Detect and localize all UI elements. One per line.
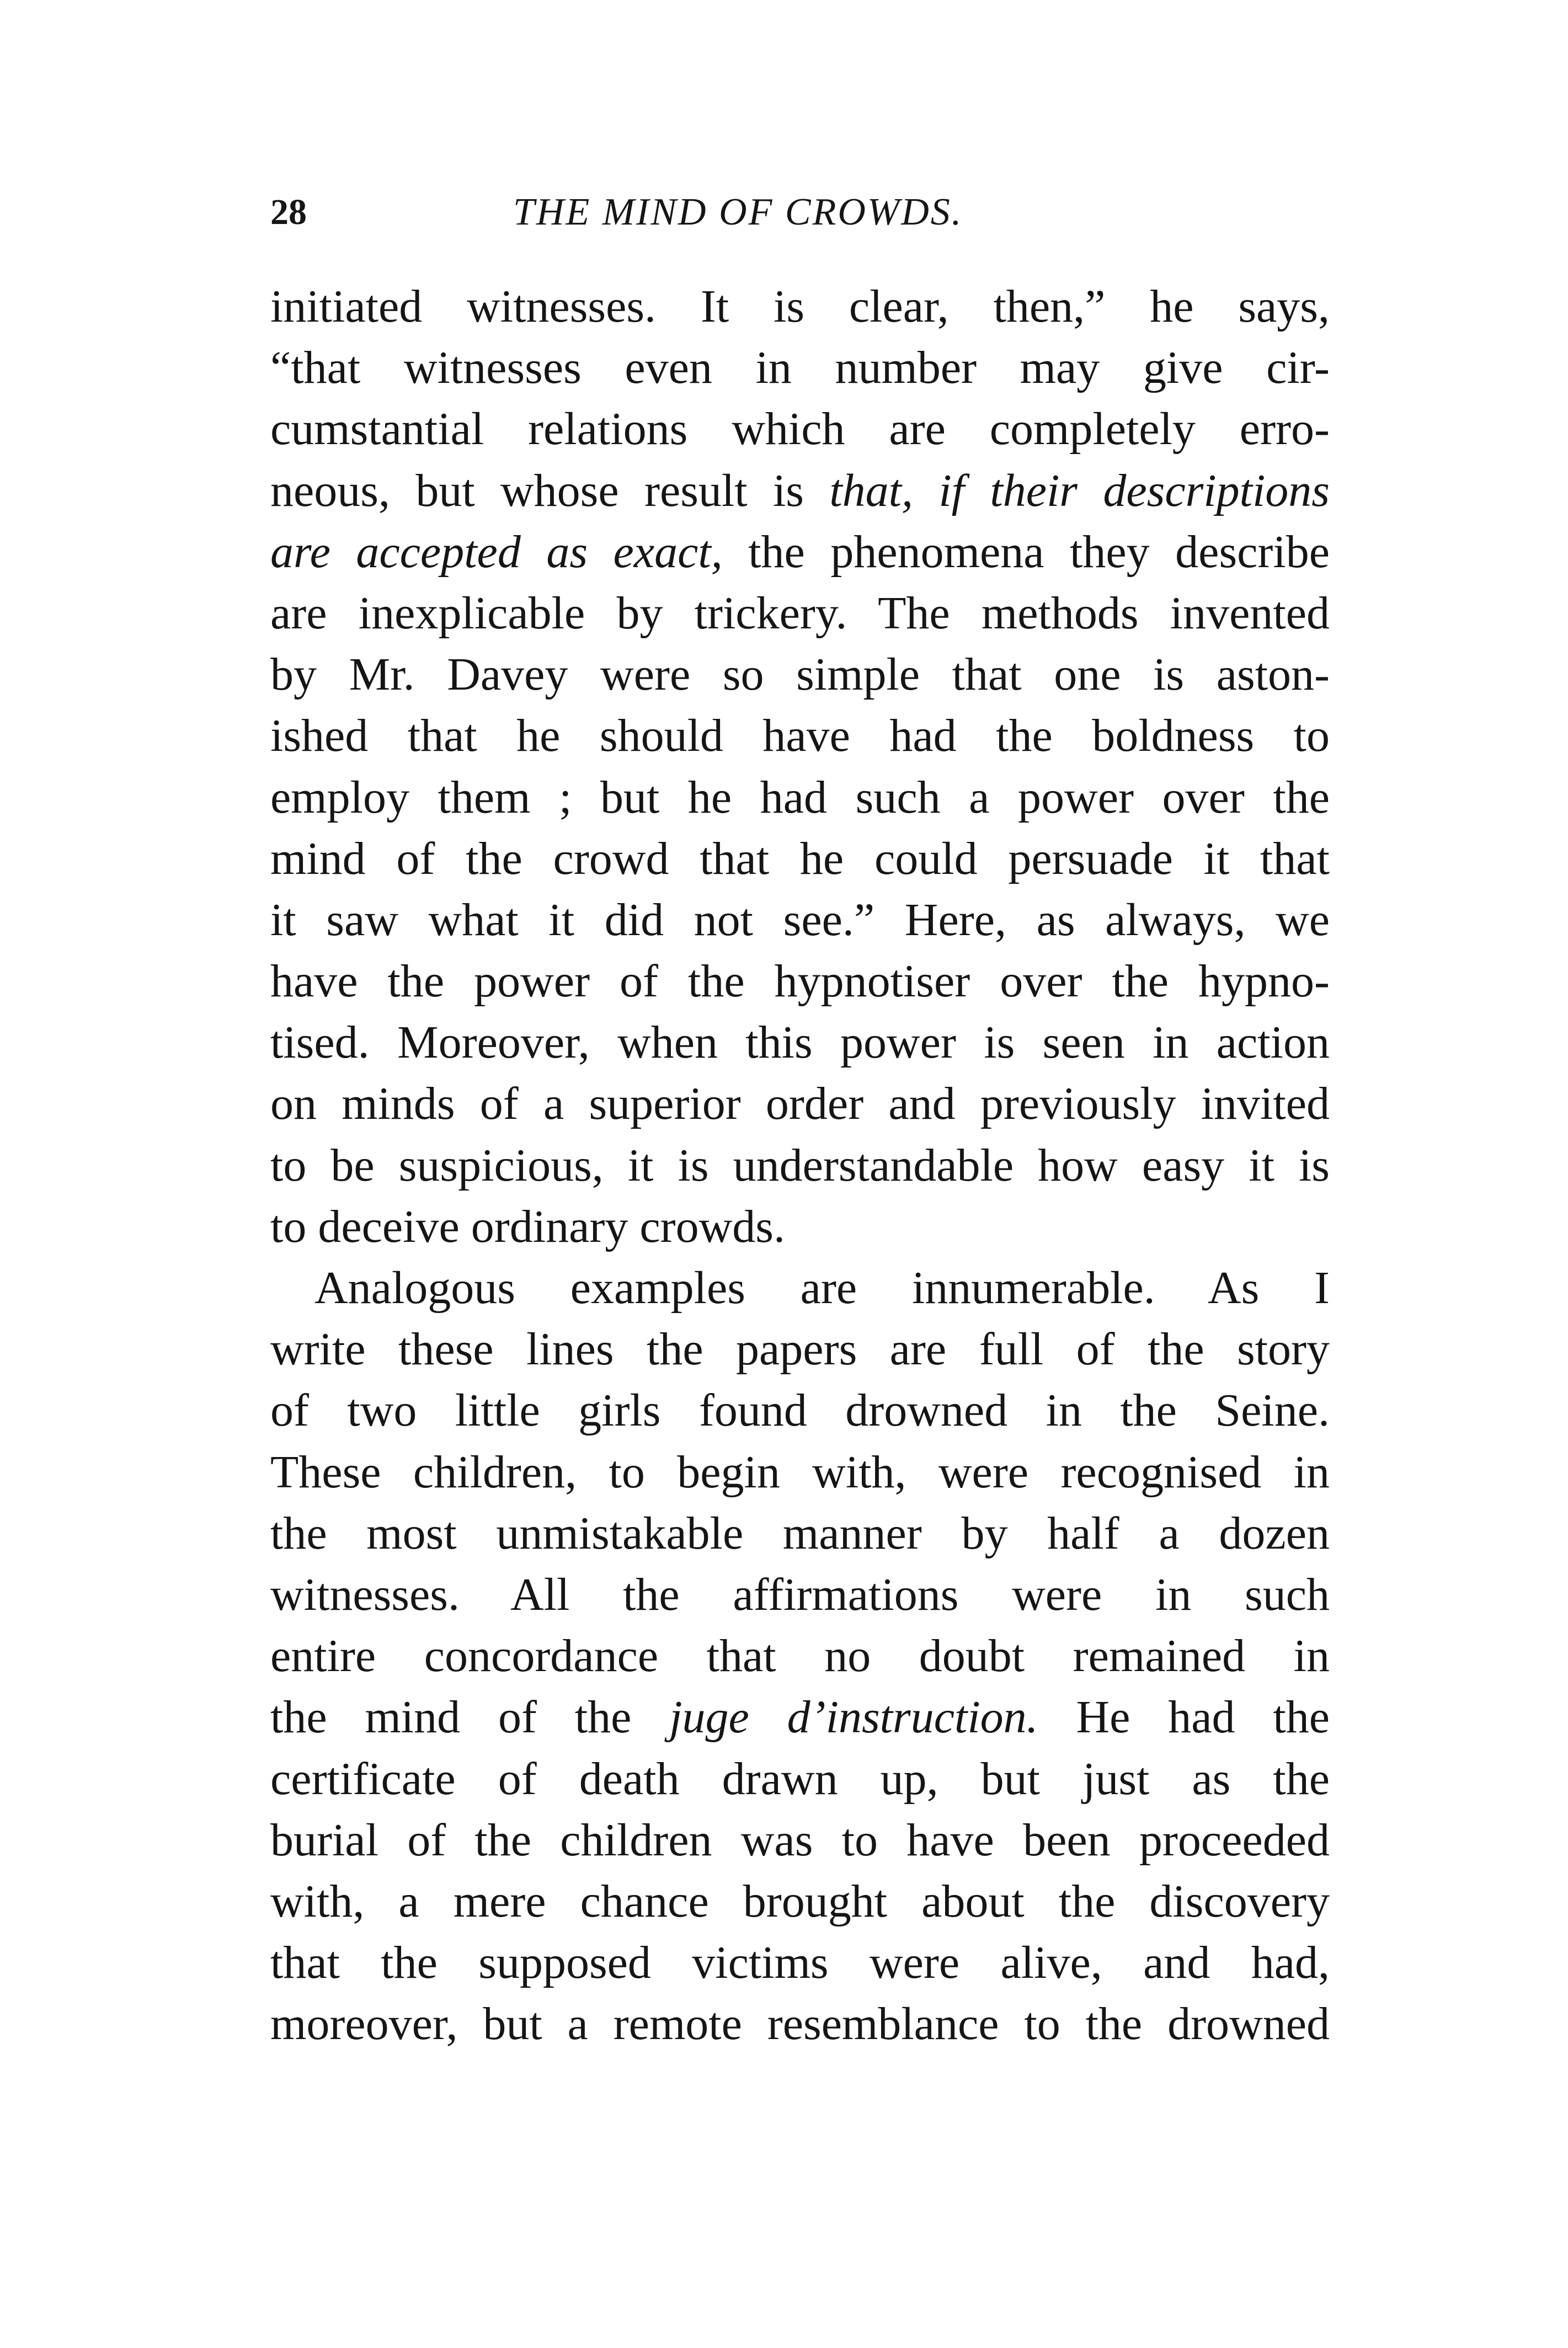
italic-run: are accepted as exact,: [270, 526, 723, 578]
text-line: burial of the children was to have been proceeded: [270, 1814, 1330, 1866]
text-line: on minds of a superior order and previously invited: [270, 1078, 1330, 1130]
text-line: tised. Moreover, when this power is seen in action: [270, 1017, 1330, 1069]
text-run: the phenomena they describe: [722, 526, 1330, 578]
text-run: the mind of the: [270, 1691, 670, 1743]
text-line: [270, 460, 1330, 521]
text-line: [270, 1687, 1330, 1748]
text-line: that the supposed victims were alive, and had,: [270, 1937, 1330, 1989]
text-line: of two little girls found drowned in the Seine.: [270, 1385, 1330, 1437]
page-number: 28: [270, 192, 307, 232]
text-run: neous, but whose result is: [270, 465, 830, 516]
text-line: These children, to begin with, were recognised in: [270, 1446, 1330, 1498]
text-line: write these lines the papers are full of the story: [270, 1324, 1330, 1375]
text-line: [270, 521, 1330, 583]
text-line: by Mr. Davey were so simple that one is aston-: [270, 649, 1330, 701]
text-line: mind of the crowd that he could persuade it that: [270, 833, 1330, 884]
italic-run: that, if their descriptions: [829, 465, 1330, 516]
text-line: have the power of the hypnotiser over the hypno-: [270, 956, 1330, 1007]
text-line: moreover, but a remote resemblance to the drowned: [270, 1998, 1330, 2050]
text-line: are inexplicable by trickery. The methods invented: [270, 587, 1330, 639]
text-line: cumstantial relations which are completely erro-: [270, 403, 1330, 455]
text-line: employ them ; but he had such a power over the: [270, 771, 1330, 823]
text-line: certificate of death drawn up, but just as the: [270, 1753, 1330, 1805]
text-line: to be suspicious, it is understandable how easy it is: [270, 1139, 1330, 1191]
italic-run: juge d’instruction.: [669, 1691, 1038, 1743]
text-line: “that witnesses even in number may give cir-: [270, 342, 1330, 394]
running-title: THE MIND OF CROWDS.: [513, 191, 963, 233]
text-line: ished that he should have had the boldness to: [270, 710, 1330, 762]
text-line: it saw what it did not see.” Here, as always, we: [270, 894, 1330, 946]
text-line: witnesses. All the affirmations were in such: [270, 1568, 1330, 1620]
text-run: He had the: [1038, 1691, 1330, 1743]
text-line: with, a mere chance brought about the discovery: [270, 1875, 1330, 1927]
text-line: entire concordance that no doubt remained in: [270, 1630, 1330, 1682]
paragraph-first-line: Analogous examples are innumerable. As I: [314, 1262, 1330, 1314]
paragraph-last-line: to deceive ordinary crowds.: [270, 1200, 785, 1252]
running-head: [270, 188, 1330, 237]
text-line: the most unmistakable manner by half a dozen: [270, 1507, 1330, 1559]
body-text: [270, 276, 1330, 2054]
text-line: initiated witnesses. It is clear, then,” he says,: [270, 281, 1330, 332]
